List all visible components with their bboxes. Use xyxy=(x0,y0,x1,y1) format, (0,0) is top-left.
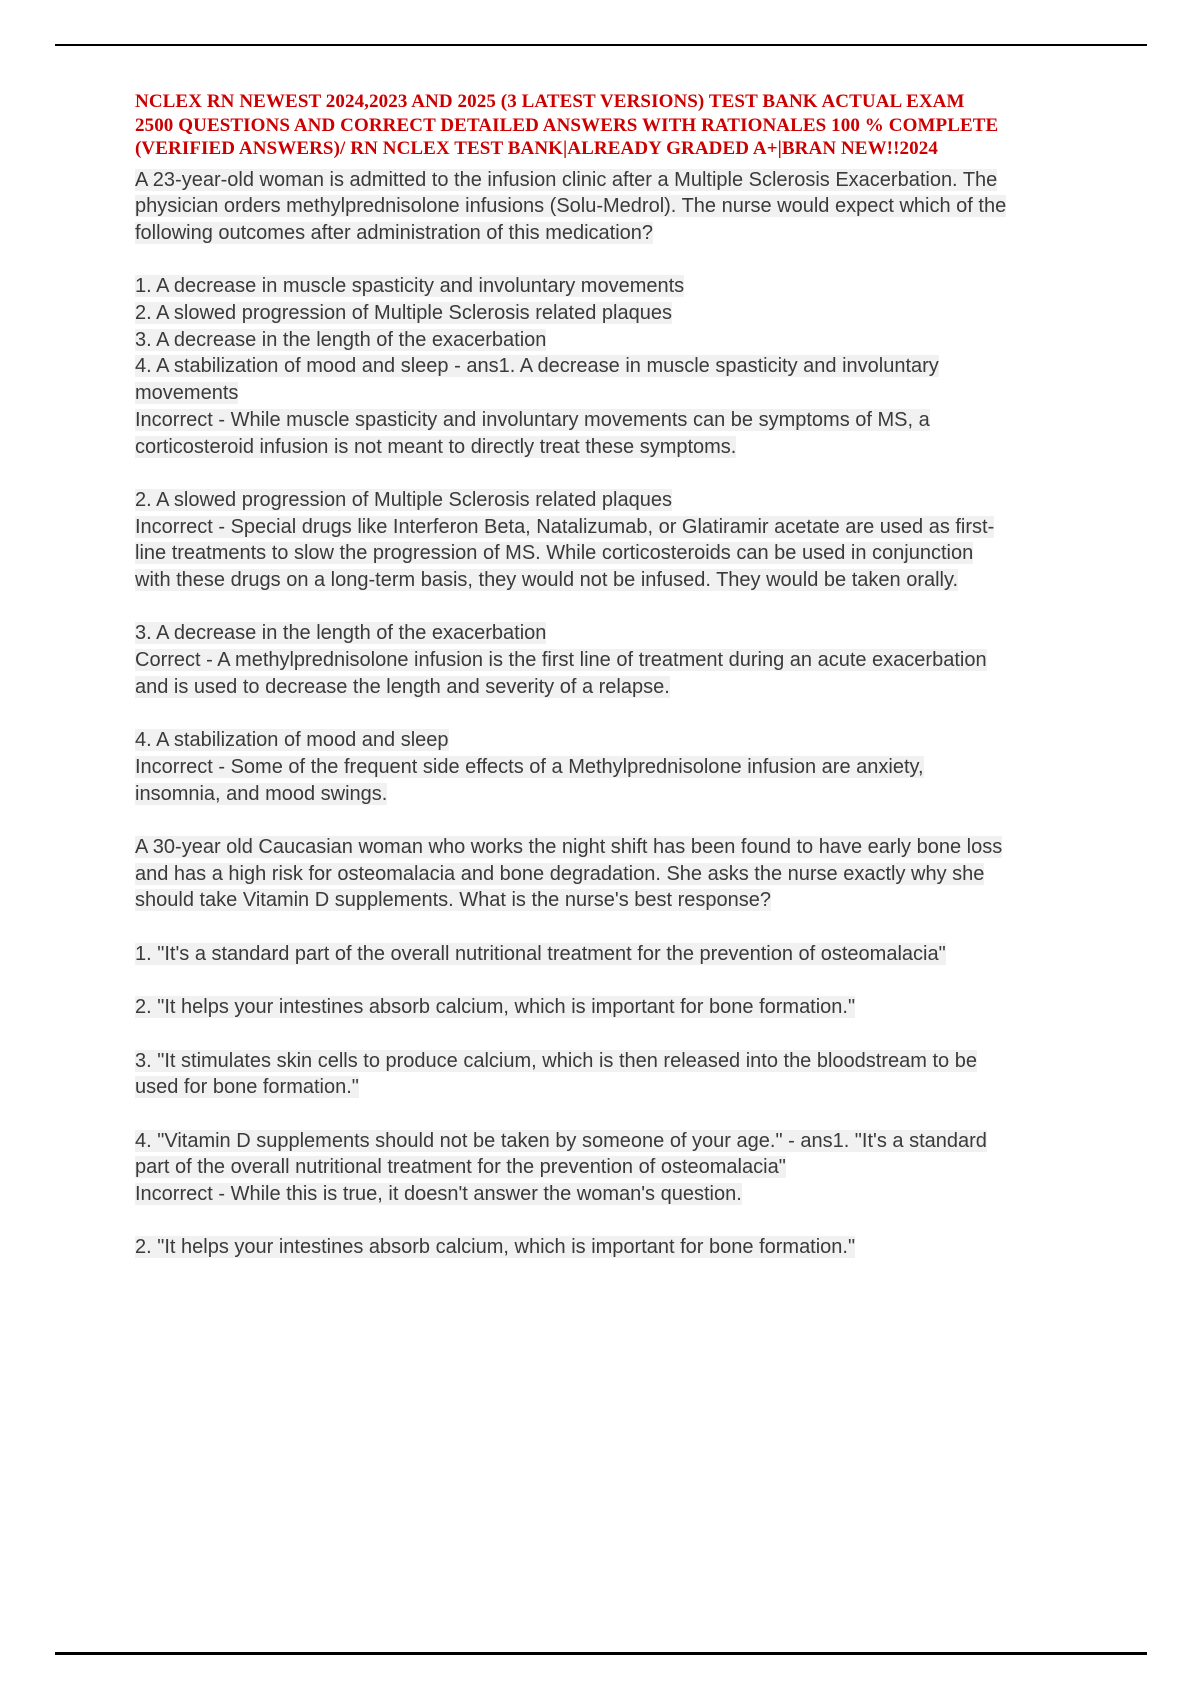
text-line xyxy=(135,1048,1007,1101)
paragraph-block xyxy=(135,167,1007,247)
paragraph-block xyxy=(135,941,1007,968)
highlighted-text: Incorrect - Special drugs like Interferon Beta, Natalizumab, or Glatiramir acetate are used as first-line treatments to slow the progression of MS. While corticosteroids can be used in conjunction with these drugs on a long-term basis, they would not be infused. They would be taken orally. xyxy=(135,515,995,592)
paragraph-block xyxy=(135,994,1007,1021)
highlighted-text: A 30-year old Caucasian woman who works the night shift has been found to have early bone loss and has a high risk for osteomalacia and bone degradation. She asks the nurse exactly why she should take Vitamin D supplements. What is the nurse's best response? xyxy=(135,836,1003,912)
paragraph-block xyxy=(135,727,1007,807)
highlighted-text: 4. A stabilization of mood and sleep xyxy=(135,729,449,752)
text-line xyxy=(135,620,1007,647)
highlighted-text: 3. "It stimulates skin cells to produce calcium, which is then released into the bloodstream to be used for bone formation." xyxy=(135,1049,977,1099)
text-line xyxy=(135,1128,1007,1181)
paragraph-block xyxy=(135,1128,1007,1208)
paragraph-block xyxy=(135,1048,1007,1101)
paragraph-block xyxy=(135,1234,1007,1261)
paragraph-block xyxy=(135,834,1007,914)
highlighted-text: 3. A decrease in the length of the exacerbation xyxy=(135,622,547,645)
paragraph-block xyxy=(135,620,1007,700)
highlighted-text: 4. A stabilization of mood and sleep - ans1. A decrease in muscle spasticity and involuntary movements xyxy=(135,355,939,405)
text-line xyxy=(135,834,1007,914)
highlighted-text: Incorrect - While this is true, it doesn't answer the woman's question. xyxy=(135,1183,742,1206)
highlighted-text: 1. "It's a standard part of the overall nutritional treatment for the prevention of osteomalacia" xyxy=(135,942,946,965)
text-line xyxy=(135,327,1007,354)
highlighted-text: Incorrect - Some of the frequent side effects of a Methylprednisolone infusion are anxiety, insomnia, and mood swings. xyxy=(135,755,924,805)
highlighted-text: Correct - A methylprednisolone infusion is the first line of treatment during an acute exacerbation and is used to decrease the length and severity of a relapse. xyxy=(135,649,987,698)
paragraph-block xyxy=(135,273,1007,460)
highlighted-text: 3. A decrease in the length of the exacerbation xyxy=(135,328,547,351)
document-body xyxy=(135,167,1007,1262)
highlighted-text: Incorrect - While muscle spasticity and involuntary movements can be symptoms of MS, a corticosteroid infusion is not meant to directly treat these symptoms. xyxy=(135,408,930,458)
highlighted-text: 4. "Vitamin D supplements should not be taken by someone of your age." - ans1. "It's a standard part of the overall nutritional treatment for the prevention of osteomalacia" xyxy=(135,1129,987,1179)
highlighted-text: 2. A slowed progression of Multiple Sclerosis related plaques xyxy=(135,302,672,324)
text-line xyxy=(135,407,1007,460)
page-content xyxy=(135,90,1007,1288)
highlighted-text: 2. A slowed progression of Multiple Sclerosis related plaques xyxy=(135,488,672,511)
text-line xyxy=(135,353,1007,406)
text-line xyxy=(135,487,1007,514)
text-line xyxy=(135,273,1007,300)
highlighted-text: A 23-year-old woman is admitted to the infusion clinic after a Multiple Sclerosis Exacerbation. The physician orders methylprednisolone infusions (Solu-Medrol). The nurse would expect which of the following outcomes after administration of this medication? xyxy=(135,168,1007,244)
highlighted-text: 2. "It helps your intestines absorb calcium, which is important for bone formation." xyxy=(135,1236,856,1259)
text-line xyxy=(135,754,1007,807)
paragraph-block xyxy=(135,487,1007,594)
text-line xyxy=(135,1234,1007,1261)
text-line xyxy=(135,167,1007,247)
bottom-rule xyxy=(55,1652,1147,1655)
highlighted-text: 2. "It helps your intestines absorb calcium, which is important for bone formation." xyxy=(135,996,856,1019)
text-line xyxy=(135,994,1007,1021)
text-line xyxy=(135,941,1007,968)
highlighted-text: 1. A decrease in muscle spasticity and involuntary movements xyxy=(135,275,685,298)
document-title: NCLEX RN NEWEST 2024,2023 AND 2025 (3 LATEST VERSIONS) TEST BANK ACTUAL EXAM 2500 QUESTIONS AND CORRECT DETAILED ANSWERS WITH RATIONALES 100 % COMPLETE (VERIFIED ANSWERS)/ RN NCLEX TEST BANK|ALREADY GRADED A+|BRAN NEW!!2024 xyxy=(135,91,999,159)
text-line xyxy=(135,647,1007,700)
text-line xyxy=(135,300,1007,327)
text-line xyxy=(135,514,1007,594)
top-rule xyxy=(55,44,1147,46)
text-line xyxy=(135,727,1007,754)
text-line xyxy=(135,1181,1007,1208)
